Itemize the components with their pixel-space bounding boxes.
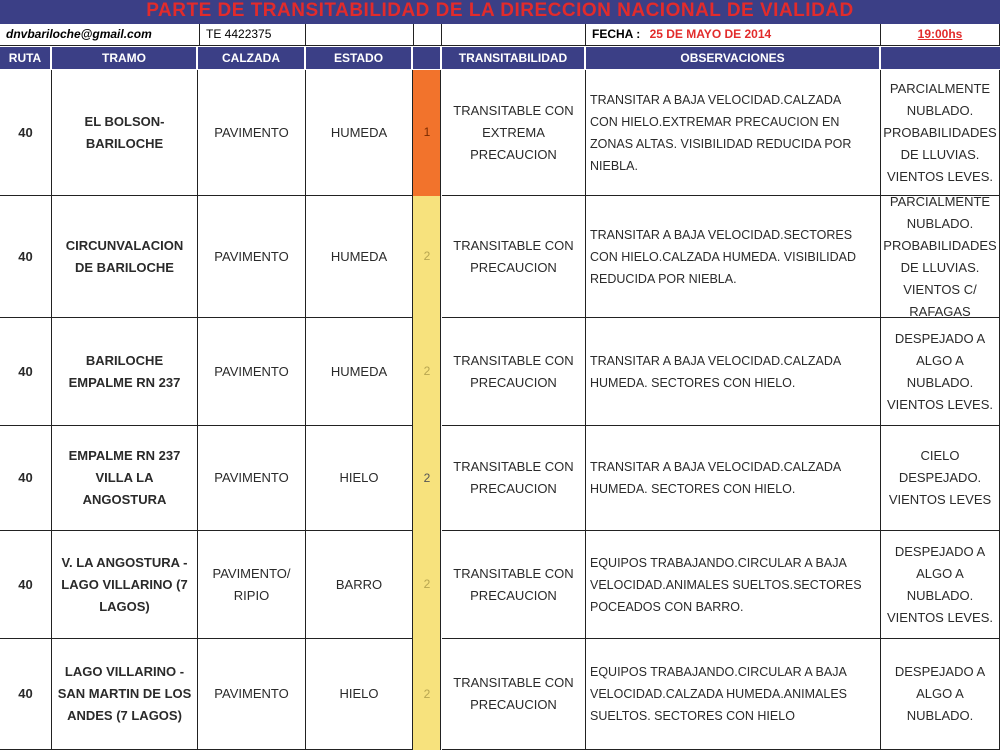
fecha-cell [586,24,881,46]
level-number: 2 [423,577,431,591]
fecha-value: 25 DE MAYO DE 2014 [649,27,772,41]
cell-transitabilidad: TRANSITABLE CON EXTREMA PRECAUCION [442,70,586,196]
cell-tramo: BARILOCHE EMPALME RN 237 [52,318,198,426]
cell-clima: DESPEJADO A ALGO A NUBLADO. VIENTOS LEVES. [881,531,1000,639]
cell-ruta: 40 [0,318,52,426]
level-number: 2 [423,249,431,263]
cell-clima: PARCIALMENTE NUBLADO. PROBABILIDADES DE LLUVIAS. VIENTOS LEVES. [881,70,1000,196]
level-number: 2 [423,686,431,701]
cell-transitabilidad: TRANSITABLE CON PRECAUCION [442,426,586,531]
cell-ruta: 40 [0,426,52,531]
header-calzada: CALZADA [198,47,306,69]
cell-transitabilidad: TRANSITABLE CON PRECAUCION [442,196,586,318]
cell-clima: DESPEJADO A ALGO A NUBLADO. [881,639,1000,750]
cell-calzada: PAVIMENTO/ RIPIO [198,531,306,639]
cell-tramo: V. LA ANGOSTURA - LAGO VILLARINO (7 LAGOS) [52,531,198,639]
cell-observaciones: TRANSITAR A BAJA VELOCIDAD.CALZADA HUMEDA. SECTORES CON HIELO. [586,426,881,531]
level-number: 2 [423,470,431,485]
header-transitabilidad: TRANSITABILIDAD [442,47,586,69]
cell-clima: DESPEJADO A ALGO A NUBLADO. VIENTOS LEVES. [881,318,1000,426]
cell-calzada: PAVIMENTO [198,196,306,318]
cell-calzada: PAVIMENTO [198,426,306,531]
blank-info-cell [306,24,414,46]
cell-clima: CIELO DESPEJADO. VIENTOS LEVES [881,426,1000,531]
cell-observaciones: EQUIPOS TRABAJANDO.CIRCULAR A BAJA VELOCIDAD.CALZADA HUMEDA.ANIMALES SUELTOS. SECTORES CON HIELO [586,639,881,750]
cell-estado: HIELO [306,639,413,750]
hora-cell: 19:00hs [881,24,1000,46]
cell-calzada: PAVIMENTO [198,318,306,426]
header-tramo: TRAMO [52,47,198,69]
cell-tramo: LAGO VILLARINO - SAN MARTIN DE LOS ANDES (7 LAGOS) [52,639,198,750]
report-title: PARTE DE TRANSITABILIDAD DE LA DIRECCION NACIONAL DE VIALIDAD [0,0,1000,24]
cell-transitabilidad: TRANSITABLE CON PRECAUCION [442,639,586,750]
cell-observaciones: TRANSITAR A BAJA VELOCIDAD.SECTORES CON HIELO.CALZADA HUMEDA. VISIBILIDAD REDUCIDA POR NIEBLA. [586,196,881,318]
cell-ruta: 40 [0,639,52,750]
cell-tramo: EL BOLSON- BARILOCHE [52,70,198,196]
cell-ruta: 40 [0,531,52,639]
cell-estado: HUMEDA [306,196,413,318]
header-observaciones: OBSERVACIONES [586,47,881,69]
cell-ruta: 40 [0,196,52,318]
blank-info-cell [414,24,442,46]
level-number: 2 [423,364,431,378]
cell-ruta: 40 [0,70,52,196]
header-estado: ESTADO [306,47,413,69]
cell-estado: BARRO [306,531,413,639]
header-clima [881,47,1000,69]
cell-estado: HUMEDA [306,70,413,196]
header-nivel [413,47,442,69]
cell-observaciones: TRANSITAR A BAJA VELOCIDAD.CALZADA CON HIELO.EXTREMAR PRECAUCION EN ZONAS ALTAS. VISIBILIDAD REDUCIDA POR NIEBLA. [586,70,881,196]
level-number: 1 [423,125,431,139]
cell-calzada: PAVIMENTO [198,639,306,750]
email-cell: dnvbariloche@gmail.com [0,24,200,46]
cell-calzada: PAVIMENTO [198,70,306,196]
cell-tramo: EMPALME RN 237 VILLA LA ANGOSTURA [52,426,198,531]
phone-cell: TE 4422375 [200,24,306,46]
cell-tramo: CIRCUNVALACION DE BARILOCHE [52,196,198,318]
header-ruta: RUTA [0,47,52,69]
fecha-label: FECHA : [592,27,641,41]
blank-info-cell [442,24,586,46]
cell-estado: HIELO [306,426,413,531]
cell-clima: PARCIALMENTE NUBLADO. PROBABILIDADES DE LLUVIAS. VIENTOS C/ RAFAGAS [881,196,1000,318]
cell-observaciones: TRANSITAR A BAJA VELOCIDAD.CALZADA HUMEDA. SECTORES CON HIELO. [586,318,881,426]
cell-observaciones: EQUIPOS TRABAJANDO.CIRCULAR A BAJA VELOCIDAD.ANIMALES SUELTOS.SECTORES POCEADOS CON BARRO. [586,531,881,639]
cell-estado: HUMEDA [306,318,413,426]
cell-transitabilidad: TRANSITABLE CON PRECAUCION [442,531,586,639]
cell-transitabilidad: TRANSITABLE CON PRECAUCION [442,318,586,426]
